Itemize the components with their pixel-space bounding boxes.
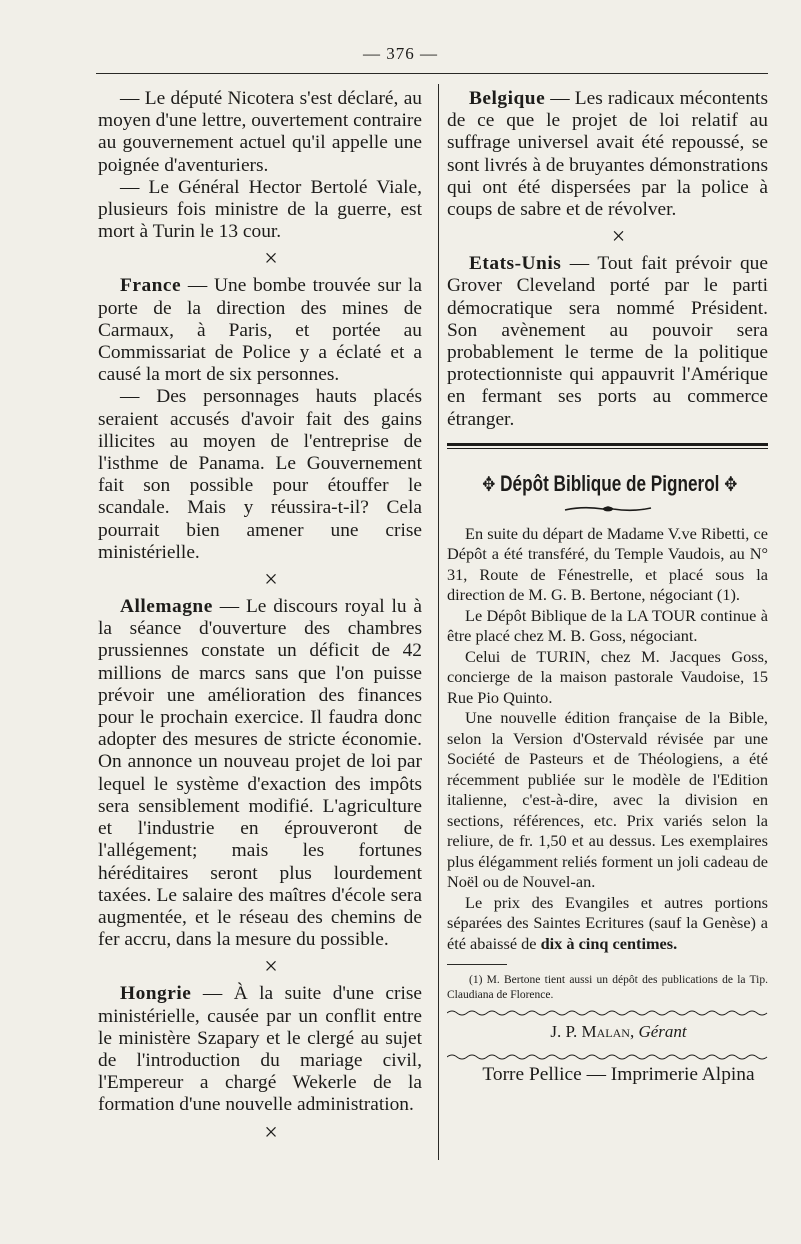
wavy-rule <box>447 1053 768 1061</box>
depot-paragraph: Une nouvelle édition française de la Bible, selon la Version d'Ostervald révisée par une Société de Pasteurs et de Théologiens, a été récemment publiée sur le modèle de l'Edition italienne, c'est-à-dire, avec la division en sections, références, etc. Prix variés selon la reliure, de fr. 1,50 et au dessus. Les exemplaires plus élégamment reliés forment un joli cadeau de Noël ou de Nouvel-an. <box>447 708 768 892</box>
depot-paragraph: En suite du départ de Madame V.ve Ribetti, ce Dépôt a été transféré, du Temple Vaudois, au N° 31, Route de Fénestrelle, et placé sous la direction de M. G. B. Bertone, négociant (1). <box>447 523 768 605</box>
wavy-rule <box>447 1009 768 1017</box>
section-heading-allemagne: Allemagne <box>120 596 213 618</box>
section-separator: × <box>611 224 626 251</box>
footnote-rule <box>447 964 507 965</box>
news-item-allemagne <box>98 596 422 951</box>
imprint: Torre Pellice — Imprimerie Alpina <box>482 1064 755 1086</box>
section-separator: × <box>264 954 278 981</box>
ornament-icon: ✥ <box>482 473 496 496</box>
section-separator: × <box>264 246 278 273</box>
section-heading-hongrie: Hongrie <box>120 983 192 1005</box>
france-text: — Une bombe trouvée sur la porte de la direction des mines de Carmaux, à Paris, et portée au Commissariat de Police y a éclaté et a causé la mort de six personnes. <box>98 275 422 386</box>
depot-price-emphasis: dix à cinq centimes. <box>540 933 678 953</box>
etats-unis-text: — Tout fait prévoir que Grover Cleveland porté par le parti démocratique sera nommé Président. Son avènement au pouvoir sera probablement le terme de la politique protectionniste qui appauvrit l'Amérique en fermant ses ports au commerce étranger. <box>447 253 768 430</box>
news-item-hongrie <box>98 983 422 1116</box>
news-item-france <box>98 275 422 386</box>
page-number: — 376 — <box>363 44 438 63</box>
depot-title <box>482 469 738 500</box>
ornament-icon: ✥ <box>724 473 738 496</box>
section-separator: × <box>264 567 278 594</box>
section-separator: × <box>264 1119 278 1146</box>
gerant-name: J. P. Malan, <box>550 1022 635 1042</box>
news-item-belgique <box>447 88 768 221</box>
left-column <box>98 88 422 1149</box>
footnote: (1) M. Bertone tient aussi un dépôt des publications de la Tip. Claudiana de Florence. <box>447 974 768 1002</box>
hongrie-text: — À la suite d'une crise ministérielle, causée par un conflit entre le ministère Szapary et le clergé au sujet de l'introduction du mariage civil, l'Empereur a chargé Wekerle de la formation d'une nouvelle administration. <box>98 983 422 1116</box>
flourish-icon <box>563 504 653 514</box>
news-item-bertole: — Le Général Hector Bertolé Viale, plusieurs fois ministre de la guerre, est mort à Turin le 13 cour. <box>98 176 422 243</box>
depot-title-text: Dépôt Biblique de Pignerol <box>500 470 720 496</box>
depot-price-text: Le prix des Evangiles et autres portions séparées des Saintes Ecritures (sauf la Genèse) a été abaissé de <box>447 892 768 953</box>
depot-paragraph: Celui de TURIN, chez M. Jacques Goss, concierge de la maison pastorale Vaudoise, 15 Rue Pio Quinto. <box>447 646 768 707</box>
news-item-panama: — Des personnages hauts placés seraient accusés d'avoir fait des gains illicites au moyen de l'entreprise de l'isthme de Panama. Le Gouvernement fait son possible pour étouffer le scandale. Mais y réussira-t-il? Cela pourrait bien amener une crise ministérielle. <box>98 386 422 563</box>
belgique-text: — Les radicaux mécontents de ce que le projet de loi relatif au suffrage universel avait été repoussé, se sont livrés à de bruyantes démonstrations qui ont été dispersées par la police à coups de sabre et de révolver. <box>447 88 768 221</box>
allemagne-text: — Le discours royal lu à la séance d'ouverture des chambres prussiennes constate un déficit de 42 millions de marcs sans que l'on puisse prévoir une amélioration des finances pour le prochain exercice. Il faudra donc adopter des mesures de stricte économie. On annonce un nouveau projet de loi par lequel le système d'exaction des impôts sera sensiblement modifié. L'agriculture et l'industrie en éprouveront de l'allégement; mais les fortunes héréditaires seront plus lourdement taxées. Le salaire des maîtres d'école sera augmentée, et le réseau des chemins de fer accru, dans la mesure du possible. <box>98 596 422 951</box>
right-column <box>447 88 768 1089</box>
section-heading-etats-unis: Etats-Unis <box>469 253 562 275</box>
gerant-line <box>447 1017 768 1047</box>
header-rule <box>96 73 768 74</box>
news-item-nicotera: — Le député Nicotera s'est déclaré, au moyen d'une lettre, ouvertement contraire au gouvernement actuel qu'il appelle une poignée d'aventuriers. <box>98 88 422 176</box>
news-item-etats-unis <box>447 253 768 431</box>
depot-paragraph: Le Dépôt Biblique de la LA TOUR continue à être placé chez M. B. Goss, négociant. <box>447 605 768 646</box>
gerant-title: Gérant <box>638 1022 687 1042</box>
section-heading-france: France <box>120 275 182 297</box>
section-rule <box>447 443 768 449</box>
depot-paragraph <box>447 893 768 955</box>
depot-body <box>447 524 768 955</box>
column-divider <box>438 84 439 1160</box>
section-heading-belgique: Belgique <box>469 88 546 109</box>
